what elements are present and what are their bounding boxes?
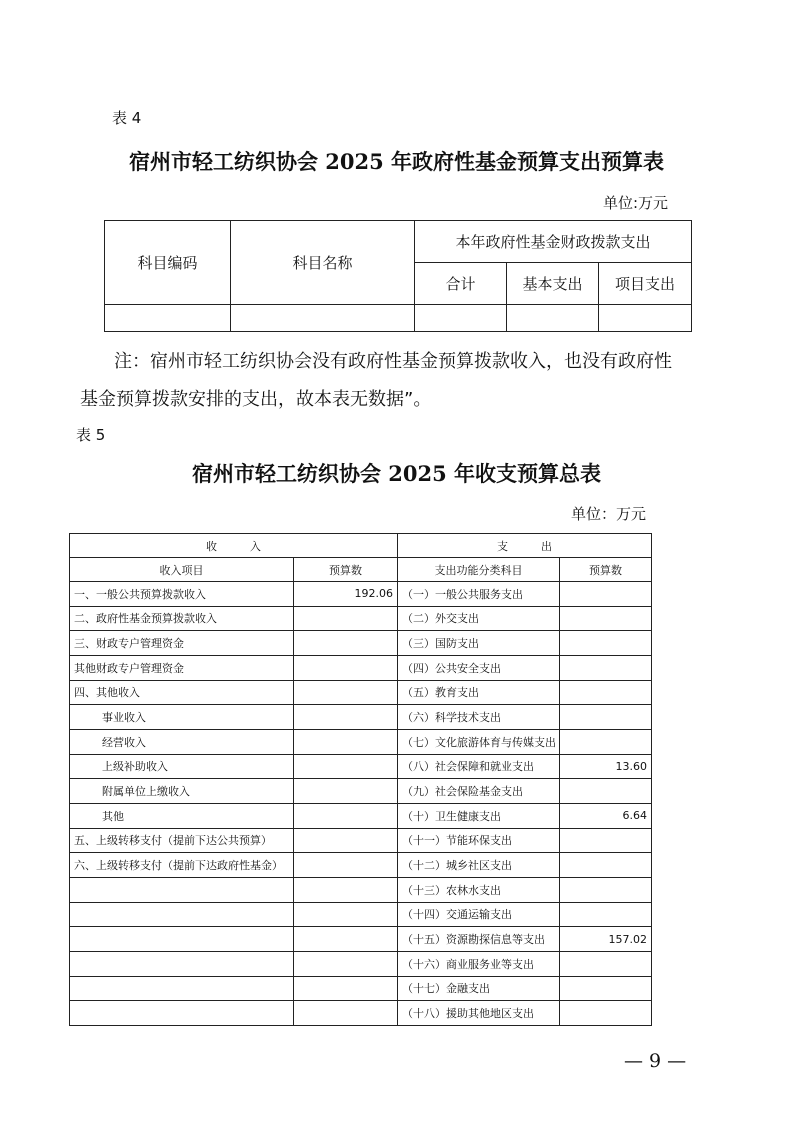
expense-item-cell: （十四）交通运输支出 bbox=[398, 902, 560, 927]
table-row bbox=[70, 631, 652, 656]
expense-item-cell: （四）公共安全支出 bbox=[398, 655, 560, 680]
expense-amount-cell bbox=[560, 606, 652, 631]
income-item-cell bbox=[70, 902, 294, 927]
income-amount-cell bbox=[294, 976, 398, 1001]
expense-amount-cell: 6.64 bbox=[560, 803, 652, 828]
table-row bbox=[70, 779, 652, 804]
table-row bbox=[105, 305, 692, 332]
income-amount-cell: 192.06 bbox=[294, 582, 398, 607]
header-subject-name: 科目名称 bbox=[231, 221, 415, 305]
expense-amount-cell bbox=[560, 1001, 652, 1026]
header-fund-expenditure: 本年政府性基金财政拨款支出 bbox=[415, 221, 692, 263]
table-row bbox=[70, 705, 652, 730]
income-amount-cell bbox=[294, 705, 398, 730]
income-amount-cell bbox=[294, 729, 398, 754]
header-expense-item: 支出功能分类科目 bbox=[398, 558, 560, 582]
table5-title: 宿州市轻工纺织协会 2025 年收支预算总表 bbox=[191, 461, 602, 486]
table5-unit: 单位：万元 bbox=[570, 505, 646, 523]
table-row bbox=[70, 606, 652, 631]
income-item-cell: 上级补助收入 bbox=[70, 754, 294, 779]
table-row bbox=[70, 754, 652, 779]
expense-amount-cell bbox=[560, 582, 652, 607]
income-amount-cell bbox=[294, 1001, 398, 1026]
expense-item-cell: （六）科学技术支出 bbox=[398, 705, 560, 730]
header-expense-amount: 预算数 bbox=[560, 558, 652, 582]
page-number: — 9 — bbox=[624, 1050, 687, 1072]
table-row bbox=[70, 655, 652, 680]
table-row bbox=[70, 976, 652, 1001]
expense-amount-cell bbox=[560, 680, 652, 705]
income-amount-cell bbox=[294, 779, 398, 804]
table-row bbox=[70, 877, 652, 902]
table4-unit: 单位:万元 bbox=[602, 194, 668, 212]
header-expense: 支 出 bbox=[398, 534, 652, 558]
income-item-cell: 其他财政专户管理资金 bbox=[70, 655, 294, 680]
table-row bbox=[70, 729, 652, 754]
expense-item-cell: （十二）城乡社区支出 bbox=[398, 853, 560, 878]
expense-amount-cell bbox=[560, 902, 652, 927]
expense-amount-cell bbox=[560, 877, 652, 902]
income-item-cell bbox=[70, 951, 294, 976]
income-item-cell: 四、其他收入 bbox=[70, 680, 294, 705]
income-amount-cell bbox=[294, 828, 398, 853]
income-amount-cell bbox=[294, 927, 398, 952]
table-row bbox=[70, 680, 652, 705]
income-item-cell: 五、上级转移支付（提前下达公共预算） bbox=[70, 828, 294, 853]
header-income: 收 入 bbox=[70, 534, 398, 558]
budget-summary-table bbox=[69, 533, 652, 1026]
income-amount-cell bbox=[294, 803, 398, 828]
header-income-item: 收入项目 bbox=[70, 558, 294, 582]
income-amount-cell bbox=[294, 877, 398, 902]
expense-amount-cell bbox=[560, 705, 652, 730]
expense-item-cell: （十）卫生健康支出 bbox=[398, 803, 560, 828]
government-fund-expenditure-table bbox=[104, 220, 692, 332]
income-item-cell: 经营收入 bbox=[70, 729, 294, 754]
table4-label: 表 4 bbox=[112, 109, 142, 127]
expense-amount-cell bbox=[560, 631, 652, 656]
table4-note bbox=[80, 343, 720, 419]
expense-item-cell: （十八）援助其他地区支出 bbox=[398, 1001, 560, 1026]
expense-item-cell: （二）外交支出 bbox=[398, 606, 560, 631]
income-item-cell: 一、一般公共预算拨款收入 bbox=[70, 582, 294, 607]
table-row bbox=[70, 951, 652, 976]
table-row bbox=[70, 902, 652, 927]
expense-amount-cell bbox=[560, 729, 652, 754]
note-line-2: 基金预算拨款安排的支出，故本表无数据”。 bbox=[80, 389, 432, 410]
expense-item-cell: （三）国防支出 bbox=[398, 631, 560, 656]
header-project-expenditure: 项目支出 bbox=[599, 263, 692, 305]
income-item-cell bbox=[70, 976, 294, 1001]
expense-amount-cell: 13.60 bbox=[560, 754, 652, 779]
income-amount-cell bbox=[294, 606, 398, 631]
table-row bbox=[70, 582, 652, 607]
expense-amount-cell bbox=[560, 853, 652, 878]
income-amount-cell bbox=[294, 631, 398, 656]
expense-amount-cell bbox=[560, 976, 652, 1001]
income-amount-cell bbox=[294, 655, 398, 680]
expense-item-cell: （九）社会保险基金支出 bbox=[398, 779, 560, 804]
income-amount-cell bbox=[294, 754, 398, 779]
income-item-cell bbox=[70, 877, 294, 902]
table4-title: 宿州市轻工纺织协会 2025 年政府性基金预算支出预算表 bbox=[128, 149, 665, 174]
income-amount-cell bbox=[294, 680, 398, 705]
note-line-1: 注：宿州市轻工纺织协会没有政府性基金预算拨款收入，也没有政府性 bbox=[114, 351, 672, 372]
expense-amount-cell bbox=[560, 828, 652, 853]
income-item-cell: 附属单位上缴收入 bbox=[70, 779, 294, 804]
header-total: 合计 bbox=[415, 263, 507, 305]
income-item-cell: 六、上级转移支付（提前下达政府性基金） bbox=[70, 853, 294, 878]
expense-item-cell: （七）文化旅游体育与传媒支出 bbox=[398, 729, 560, 754]
table-row bbox=[70, 1001, 652, 1026]
expense-amount-cell bbox=[560, 779, 652, 804]
income-amount-cell bbox=[294, 902, 398, 927]
table5-label: 表 5 bbox=[76, 426, 106, 444]
income-amount-cell bbox=[294, 951, 398, 976]
header-subject-code: 科目编码 bbox=[105, 221, 231, 305]
expense-item-cell: （十一）节能环保支出 bbox=[398, 828, 560, 853]
table-row bbox=[70, 853, 652, 878]
expense-item-cell: （十七）金融支出 bbox=[398, 976, 560, 1001]
income-item-cell: 二、政府性基金预算拨款收入 bbox=[70, 606, 294, 631]
income-amount-cell bbox=[294, 853, 398, 878]
expense-amount-cell: 157.02 bbox=[560, 927, 652, 952]
income-item-cell: 三、财政专户管理资金 bbox=[70, 631, 294, 656]
expense-item-cell: （一）一般公共服务支出 bbox=[398, 582, 560, 607]
table-row bbox=[70, 803, 652, 828]
expense-amount-cell bbox=[560, 655, 652, 680]
income-item-cell bbox=[70, 1001, 294, 1026]
expense-item-cell: （十六）商业服务业等支出 bbox=[398, 951, 560, 976]
expense-item-cell: （五）教育支出 bbox=[398, 680, 560, 705]
expense-amount-cell bbox=[560, 951, 652, 976]
expense-item-cell: （八）社会保障和就业支出 bbox=[398, 754, 560, 779]
income-item-cell: 其他 bbox=[70, 803, 294, 828]
header-basic-expenditure: 基本支出 bbox=[507, 263, 599, 305]
header-income-amount: 预算数 bbox=[294, 558, 398, 582]
table-row bbox=[70, 927, 652, 952]
expense-item-cell: （十三）农林水支出 bbox=[398, 877, 560, 902]
income-item-cell bbox=[70, 927, 294, 952]
expense-item-cell: （十五）资源勘探信息等支出 bbox=[398, 927, 560, 952]
table-row bbox=[70, 828, 652, 853]
income-item-cell: 事业收入 bbox=[70, 705, 294, 730]
